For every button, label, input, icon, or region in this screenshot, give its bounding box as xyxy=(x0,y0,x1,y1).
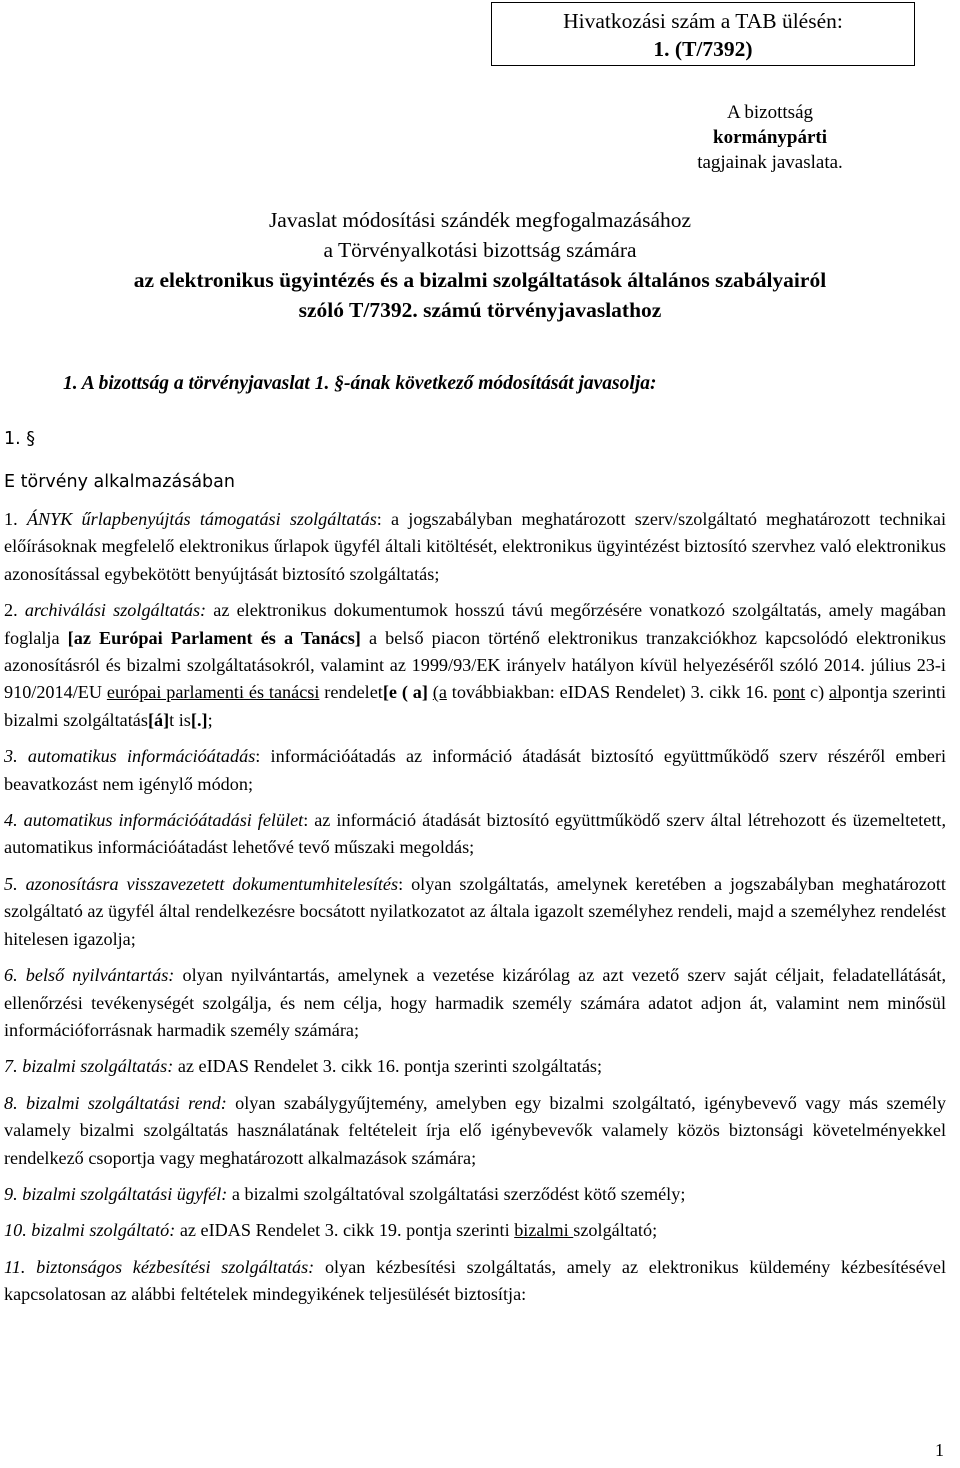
definition-text: a bizalmi szolgáltatóval szolgáltatási szerződést kötő személy; xyxy=(227,1183,686,1204)
inserted-text: pont xyxy=(772,682,806,703)
inserted-text: európai parlamenti és tanácsi xyxy=(106,682,320,703)
item-number: 8. xyxy=(4,1092,18,1113)
definition-item-7 xyxy=(4,1053,946,1080)
committee-proposer xyxy=(560,100,960,175)
definition-item-4 xyxy=(4,807,946,862)
definition-item-11 xyxy=(4,1254,946,1309)
definition-term: ÁNYK űrlapbenyújtás támogatási szolgáltatás xyxy=(26,509,377,529)
reference-number: 1. (T/7392) xyxy=(653,37,753,61)
definition-item-3 xyxy=(4,743,946,798)
definition-text: rendelet xyxy=(319,682,383,703)
definition-text: szolgáltató; xyxy=(573,1220,658,1241)
inserted-text: (a xyxy=(432,682,447,703)
definition-text: : a jogszabályban meghatározott szerv/szolgáltató meghatározott technikai előírásoknak megfelelő elektronikus űrlapok ügyfél általi kitöltését, elektronikus ügyintézést biztosító szervhez való elektronikus azonosítással egybekötött benyújtását biztosító szolgáltatás; xyxy=(4,509,947,584)
committee-line-2: kormánypárti xyxy=(713,127,827,148)
definition-text: a belső piacon történő elektronikus tranzakciókhoz kapcsolódó elektronikus azonosításról és bizalmi szolgáltatásokról, valamint az 1999/93/EK irányelv hatályon kívül helyezéséről szóló 2014. július 23-i 910/2014/EU xyxy=(4,627,946,703)
definition-text: : információátadás az információ átadását biztosító együttműködő szerv részéről emberi beavatkozást nem igénylő módon; xyxy=(4,746,946,794)
definition-text: t is xyxy=(169,709,191,730)
definition-text: olyan kézbesítési szolgáltatás, amely az elektronikus küldemény kézbesítésével kapcsolatosan az alábbi feltételek mindegyikének teljesülését biztosítja: xyxy=(4,1256,946,1305)
deleted-text: [.] xyxy=(190,709,208,730)
definition-item-5 xyxy=(4,871,946,953)
document-title xyxy=(0,205,960,325)
reference-number-box xyxy=(491,2,915,66)
title-line-3: az elektronikus ügyintézés és a bizalmi szolgáltatások általános szabályairól xyxy=(133,268,827,292)
definition-term: bizalmi szolgáltatás: xyxy=(22,1056,174,1077)
section-title: E törvény alkalmazásában xyxy=(4,472,235,492)
amendment-heading: 1. A bizottság a törvényjavaslat 1. §-ának következő módosítását javasolja: xyxy=(63,373,657,394)
definition-text: ; xyxy=(207,709,213,730)
definition-item-10 xyxy=(4,1217,946,1244)
definition-text: olyan nyilvántartás, amelynek a vezetése kizárólag az azt vezető szerv saját céljait, feladatellátását, ellenőrzési tevékenységét szolgálja, és nem célja, hogy harmadik személy számára adatot adjon át, valamint nem minősül információforrásnak harmadik személy számára; xyxy=(4,965,947,1040)
item-number: 2. xyxy=(4,600,18,621)
definition-term: bizalmi szolgáltató: xyxy=(31,1220,176,1241)
definition-text: : olyan szolgáltatás, amelynek keretében a jogszabályban meghatározott szolgáltató az ügyfél által rendelkezésre bocsátott nyilatkozatot az általa igazolt személyhez rendeli, majd a személyhez rendelést hitelesen igazolja; xyxy=(4,873,946,949)
definition-term: archiválási szolgáltatás: xyxy=(24,600,207,621)
definition-item-1 xyxy=(4,506,946,588)
item-number: 4. xyxy=(4,810,18,831)
deleted-text: [e ( a] xyxy=(382,682,428,703)
committee-line-3: tagjainak javaslata. xyxy=(697,152,843,173)
definition-text: olyan szabálygyűjtemény, amelyben egy bizalmi szolgáltató, igénybevevő vagy más személy valamely bizalmi szolgáltatás használatának feltételeit írja elő igénybevevők valamely közös biztonsági követelményekkel rendelkező csoportja vagy meghatározott alkalmazások számára; xyxy=(4,1092,947,1168)
definition-term: bizalmi szolgáltatási ügyfél: xyxy=(22,1183,228,1204)
definition-text: pontja szerinti bizalmi szolgáltatás xyxy=(4,682,947,730)
definition-term: bizalmi szolgáltatási rend: xyxy=(25,1092,227,1113)
inserted-text: al xyxy=(829,682,843,703)
item-number: 1. xyxy=(4,509,18,529)
item-number: 9. xyxy=(4,1183,18,1204)
reference-label: Hivatkozási szám a TAB ülésén: xyxy=(563,9,843,33)
definition-term: automatikus információátadási felület xyxy=(23,810,304,831)
definition-item-8 xyxy=(4,1090,946,1172)
definition-text: : az információ átadását biztosító együttműködő szerv által létrehozott és üzemeltetett, automatikus információátadást lehetővé tevő műszaki megoldás; xyxy=(4,810,946,858)
definition-text: az eIDAS Rendelet 3. cikk 19. pontja szerinti xyxy=(175,1220,515,1241)
item-number: 6. xyxy=(4,965,18,986)
definition-item-2 xyxy=(4,597,946,734)
definition-term: biztonságos kézbesítési szolgáltatás: xyxy=(36,1256,315,1277)
title-line-4: szóló T/7392. számú törvényjavaslathoz xyxy=(298,298,662,322)
definitions-list xyxy=(4,506,946,1309)
item-number: 10. xyxy=(4,1220,27,1241)
item-number: 7. xyxy=(4,1056,18,1077)
section-number: 1. § xyxy=(4,429,36,449)
item-number: 3. xyxy=(4,746,18,767)
definition-term: automatikus információátadás xyxy=(27,746,256,767)
definition-text: az elektronikus dokumentumok hosszú távú megőrzésére vonatkozó szolgáltatás, amely magában foglalja xyxy=(4,600,946,648)
definition-item-9 xyxy=(4,1181,946,1208)
inserted-text: bizalmi xyxy=(514,1220,574,1241)
item-number: 5. xyxy=(4,873,18,894)
definition-text: továbbiakban: eIDAS Rendelet) 3. cikk 16. xyxy=(446,682,773,703)
committee-line-1: A bizottság xyxy=(726,102,814,123)
title-line-1: Javaslat módosítási szándék megfogalmazásához xyxy=(268,208,692,232)
page-number: 1 xyxy=(935,1440,944,1460)
definition-text: az eIDAS Rendelet 3. cikk 16. pontja szerinti szolgáltatás; xyxy=(173,1056,603,1077)
definition-term: azonosításra visszavezetett dokumentumhitelesítés xyxy=(25,873,399,894)
deleted-text: [az Európai Parlament és a Tanács] xyxy=(67,627,361,648)
definition-term: belső nyilvántartás: xyxy=(25,965,175,986)
title-line-2: a Törvényalkotási bizottság számára xyxy=(323,238,637,262)
definition-item-6 xyxy=(4,962,946,1044)
deleted-text: [á] xyxy=(147,709,170,730)
item-number: 11. xyxy=(4,1256,26,1277)
definition-text: c) xyxy=(805,682,830,703)
